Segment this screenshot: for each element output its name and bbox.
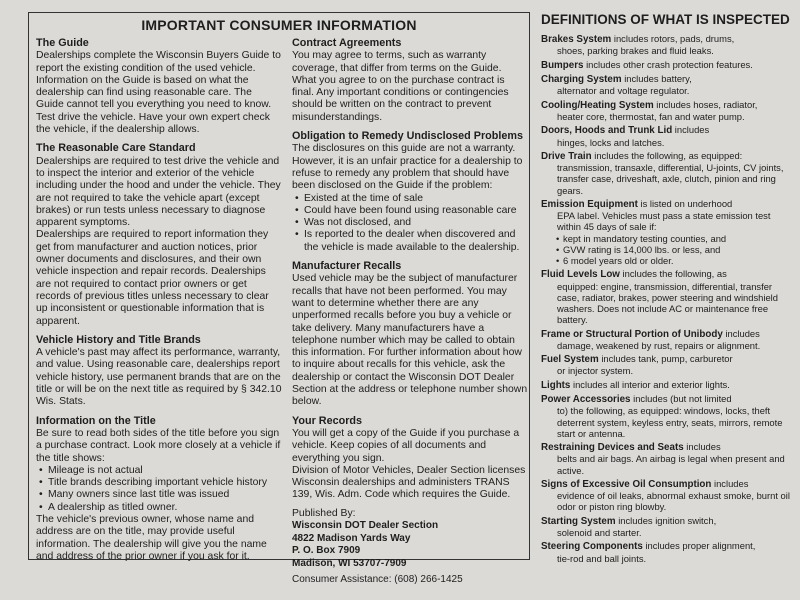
section-text: You will get a copy of the Guide if you purchase a vehicle. Keep copies of all documents and everything you sign. bbox=[292, 427, 520, 464]
definition-first-line bbox=[541, 379, 796, 391]
definitions-title: DEFINITIONS OF WHAT IS INSPECTED bbox=[541, 12, 790, 27]
section-text: Division of Motor Vehicles, Dealer Section licenses Wisconsin dealerships and administers TRANS 139, Wis. Adm. Code which requires the Guide. bbox=[292, 464, 526, 501]
section-heading: The Reasonable Care Standard bbox=[36, 142, 196, 155]
definition-text: includes other crash protection features. bbox=[586, 58, 753, 70]
definition-text: includes hoses, radiator, bbox=[656, 98, 758, 110]
definition-text: includes bbox=[674, 124, 710, 136]
bullet-item: • Many owners since last title was issued bbox=[48, 489, 282, 501]
definition-term: Charging System bbox=[541, 74, 622, 86]
section-text: A vehicle's past may affect its performance, warranty, and value. Using reasonable care, dealerships report vehicle history, use permanent brands that are on the title or will be on the next title as required by § 342.10 Wis. Stats. bbox=[36, 347, 282, 408]
definition-term: Fluid Levels Low bbox=[541, 269, 620, 281]
definition-item bbox=[541, 379, 796, 391]
section bbox=[36, 37, 282, 136]
definition-text: includes bbox=[714, 477, 749, 489]
definition-term: Brakes System bbox=[541, 34, 612, 46]
section-text: Dealerships are required to test drive the vehicle and to inspect the interior and exterior of the vehicle including under the hood and under the vehicle. They are not required to take the vehicle apart (except brakes) or run tests unless necessary to diagnose apparent symptoms. bbox=[36, 155, 281, 229]
section-text: Dealerships are required to report information they get from manufacturer and auction notices, prior owner documents and disclosures, and their own vehicle inspection and repair records. Dealerships are not required to contact prior owners or get records of previous titles unless necessary to clear up inconsistent or questionable information that is apparent. bbox=[36, 229, 269, 327]
section-heading: Vehicle History and Title Brands bbox=[36, 333, 201, 346]
definition-item bbox=[541, 99, 796, 122]
section bbox=[36, 334, 282, 409]
definition-text: includes proper alignment, bbox=[645, 540, 756, 552]
section-heading: Contract Agreements bbox=[292, 37, 402, 49]
address-line: Wisconsin DOT Dealer Section bbox=[292, 519, 439, 531]
definition-item bbox=[541, 59, 796, 71]
bullet-list bbox=[292, 193, 528, 254]
definition-continuation: heater core, thermostat, fan and water pump. bbox=[557, 110, 745, 122]
definition-first-line bbox=[541, 478, 796, 490]
definition-text: includes bbox=[725, 327, 760, 339]
definition-item bbox=[541, 73, 796, 96]
bullet-item: • Existed at the time of sale bbox=[304, 193, 528, 205]
definition-continuation: solenoid and starter. bbox=[557, 526, 642, 538]
left-column bbox=[36, 37, 282, 569]
definition-first-line bbox=[541, 73, 796, 85]
definition-bullets bbox=[541, 233, 796, 267]
definition-first-line bbox=[541, 124, 796, 136]
section-heading: Manufacturer Recalls bbox=[292, 260, 402, 273]
definition-item bbox=[541, 150, 796, 196]
definition-item bbox=[541, 540, 796, 563]
definition-term: Frame or Structural Portion of Unibody bbox=[541, 328, 723, 340]
bullet-list bbox=[36, 465, 282, 514]
section-text: You may agree to terms, such as warranty coverage, that differ from terms on the Guide. What you agree to on the purchase contract is final. Any important conditions or contingencies should be written on the contract to prevent misunderstandings. bbox=[292, 50, 509, 123]
definition-item bbox=[541, 515, 796, 538]
definition-first-line bbox=[541, 150, 796, 162]
section bbox=[292, 37, 528, 124]
section bbox=[36, 415, 282, 564]
definition-term: Lights bbox=[541, 379, 571, 391]
definition-bullet: • 6 model years old or older. bbox=[563, 255, 796, 266]
section-heading: Your Records bbox=[292, 414, 362, 427]
definition-term: Drive Train bbox=[541, 150, 592, 162]
published-by-label: Published By: bbox=[292, 507, 356, 519]
definition-first-line bbox=[541, 393, 796, 405]
section-text: Dealerships complete the Wisconsin Buyers Guide to report the existing condition of the used vehicle. Information on the Guide is based on what the dealership can find using reasonable care. The Guide cannot tell you everything you need to know. Test drive the vehicle. Have your own expert check the vehicle, if the dealership allows. bbox=[36, 50, 281, 136]
section bbox=[292, 415, 528, 502]
definition-term: Doors, Hoods and Trunk Lid bbox=[541, 125, 673, 137]
definition-term: Cooling/Heating System bbox=[541, 99, 654, 111]
definition-text: includes battery, bbox=[624, 73, 692, 85]
definition-text: includes bbox=[686, 441, 721, 453]
bullet-item: • Is reported to the dealer when discovered and the vehicle is made available to the dealership. bbox=[304, 229, 528, 254]
bullet-item: • Title brands describing important vehicle history bbox=[48, 477, 282, 489]
section-heading: The Guide bbox=[36, 37, 89, 49]
definition-text: includes tank, pump, carburetor bbox=[601, 353, 733, 365]
definition-bullet: • GVW rating is 14,000 lbs. or less, and bbox=[563, 244, 796, 255]
definition-continuation: belts and air bags. An airbag is legal when present and active. bbox=[557, 453, 785, 476]
definition-term: Signs of Excessive Oil Consumption bbox=[541, 478, 712, 490]
definition-item bbox=[541, 478, 796, 513]
middle-column bbox=[292, 37, 528, 593]
definition-item bbox=[541, 353, 796, 376]
definition-continuation: EPA label. Vehicles must pass a state emission test within 45 days of sale if: bbox=[557, 210, 771, 233]
section bbox=[36, 142, 282, 327]
definition-bullet: • kept in mandatory testing counties, and bbox=[563, 233, 796, 244]
section-text: Be sure to read both sides of the title before you sign a purchase contract. Look more closely at a vehicle if the title shows: bbox=[36, 427, 281, 464]
address-line: Madison, WI 53707-7909 bbox=[292, 557, 407, 569]
definition-first-line bbox=[541, 441, 796, 453]
definition-text: is listed on underhood bbox=[640, 197, 733, 209]
definition-term: Restraining Devices and Seats bbox=[541, 442, 684, 454]
consumer-info-box bbox=[28, 12, 530, 586]
main-title: IMPORTANT CONSUMER INFORMATION bbox=[141, 17, 417, 33]
definition-term: Bumpers bbox=[541, 59, 584, 71]
definition-item bbox=[541, 268, 796, 325]
bullet-item: • A dealership as titled owner. bbox=[48, 502, 282, 514]
definition-continuation: damage, weakened by rust, repairs or alignment. bbox=[557, 339, 761, 351]
publisher-block bbox=[292, 508, 528, 587]
definition-first-line bbox=[541, 353, 796, 365]
bullet-item: • Mileage is not actual bbox=[48, 465, 282, 477]
definition-item bbox=[541, 198, 796, 266]
section-heading: Obligation to Remedy Undisclosed Problems bbox=[292, 130, 523, 143]
bullet-item: • Was not disclosed, and bbox=[304, 217, 528, 229]
definition-continuation: alternator and voltage regulator. bbox=[557, 85, 690, 97]
definition-first-line bbox=[541, 515, 796, 527]
section bbox=[292, 130, 528, 254]
definition-item bbox=[541, 441, 796, 476]
definition-term: Starting System bbox=[541, 515, 616, 527]
definition-continuation: or injector system. bbox=[557, 365, 634, 377]
definition-text: includes rotors, pads, drums, bbox=[613, 33, 735, 45]
definition-text: includes all interior and exterior lights. bbox=[573, 378, 730, 390]
bullet-item: • Could have been found using reasonable care bbox=[304, 205, 528, 217]
definition-term: Emission Equipment bbox=[541, 198, 638, 210]
section bbox=[292, 260, 528, 409]
definition-continuation: tie-rod and ball joints. bbox=[557, 552, 647, 564]
definition-first-line bbox=[541, 99, 796, 111]
address-line: 4822 Madison Yards Way bbox=[292, 532, 411, 544]
definition-first-line bbox=[541, 198, 796, 210]
section-text: The disclosures on this guide are not a warranty. However, it is an unfair practice for a dealership to refuse to remedy any problem that should have been disclosed on the Guide if the problem: bbox=[292, 143, 523, 192]
definition-text: includes the following, as bbox=[622, 268, 727, 280]
section-text: The vehicle's previous owner, whose name and address are on the title, may provide useful information. The dealership will give you the name and address of the prior owner if you ask for it. bbox=[36, 513, 267, 562]
definition-first-line bbox=[541, 59, 796, 71]
section-heading: Information on the Title bbox=[36, 414, 156, 427]
definition-text: includes ignition switch, bbox=[618, 514, 717, 526]
definition-continuation: to) the following, as equipped: windows, locks, theft deterrent system, keyless entry, seats, mirrors, remote start or antenna. bbox=[557, 405, 783, 439]
definition-term: Steering Components bbox=[541, 541, 643, 553]
definition-item bbox=[541, 33, 796, 56]
definition-term: Power Accessories bbox=[541, 394, 631, 406]
section-text: Used vehicle may be the subject of manufacturer recalls that have not been performed. You may want to determine whether there are any unperformed recalls before you buy a vehicle or take delivery. Many manufacturers have a telephone number which may be called to obtain this information. For further information about how to inquire about recalls for this vehicle, ask the dealership or contact the Wisconsin DOT Dealer Section at the address or telephone number shown below. bbox=[292, 273, 528, 408]
definitions-panel bbox=[541, 14, 796, 566]
address-line: P. O. Box 7909 bbox=[292, 545, 361, 557]
definition-first-line bbox=[541, 540, 796, 552]
definition-text: includes the following, as equipped: bbox=[594, 149, 743, 161]
definition-item bbox=[541, 124, 796, 147]
definition-first-line bbox=[541, 268, 796, 280]
definition-continuation: evidence of oil leaks, abnormal exhaust smoke, burnt oil odor or piston ring blowby. bbox=[557, 490, 790, 513]
definition-continuation: equipped: engine, transmission, differential, transfer case, radiator, brakes, power steering and windshield washers. Does not include AC or maintenance free battery. bbox=[557, 280, 778, 326]
definition-first-line bbox=[541, 33, 796, 45]
definition-term: Fuel System bbox=[541, 354, 599, 366]
definition-continuation: shoes, parking brakes and fluid leaks. bbox=[557, 45, 714, 57]
definition-continuation: hinges, locks and latches. bbox=[557, 136, 665, 148]
definitions-list bbox=[541, 33, 796, 564]
definition-first-line bbox=[541, 328, 796, 340]
definition-continuation: transmission, transaxle, differential, U-joints, CV joints, transfer case, driveshaft, axle, clutch, pinion and ring gears. bbox=[557, 162, 784, 196]
consumer-assistance: Consumer Assistance: (608) 266-1425 bbox=[292, 574, 463, 586]
definition-text: includes (but not limited bbox=[633, 393, 732, 405]
definition-item bbox=[541, 393, 796, 439]
definition-item bbox=[541, 328, 796, 351]
